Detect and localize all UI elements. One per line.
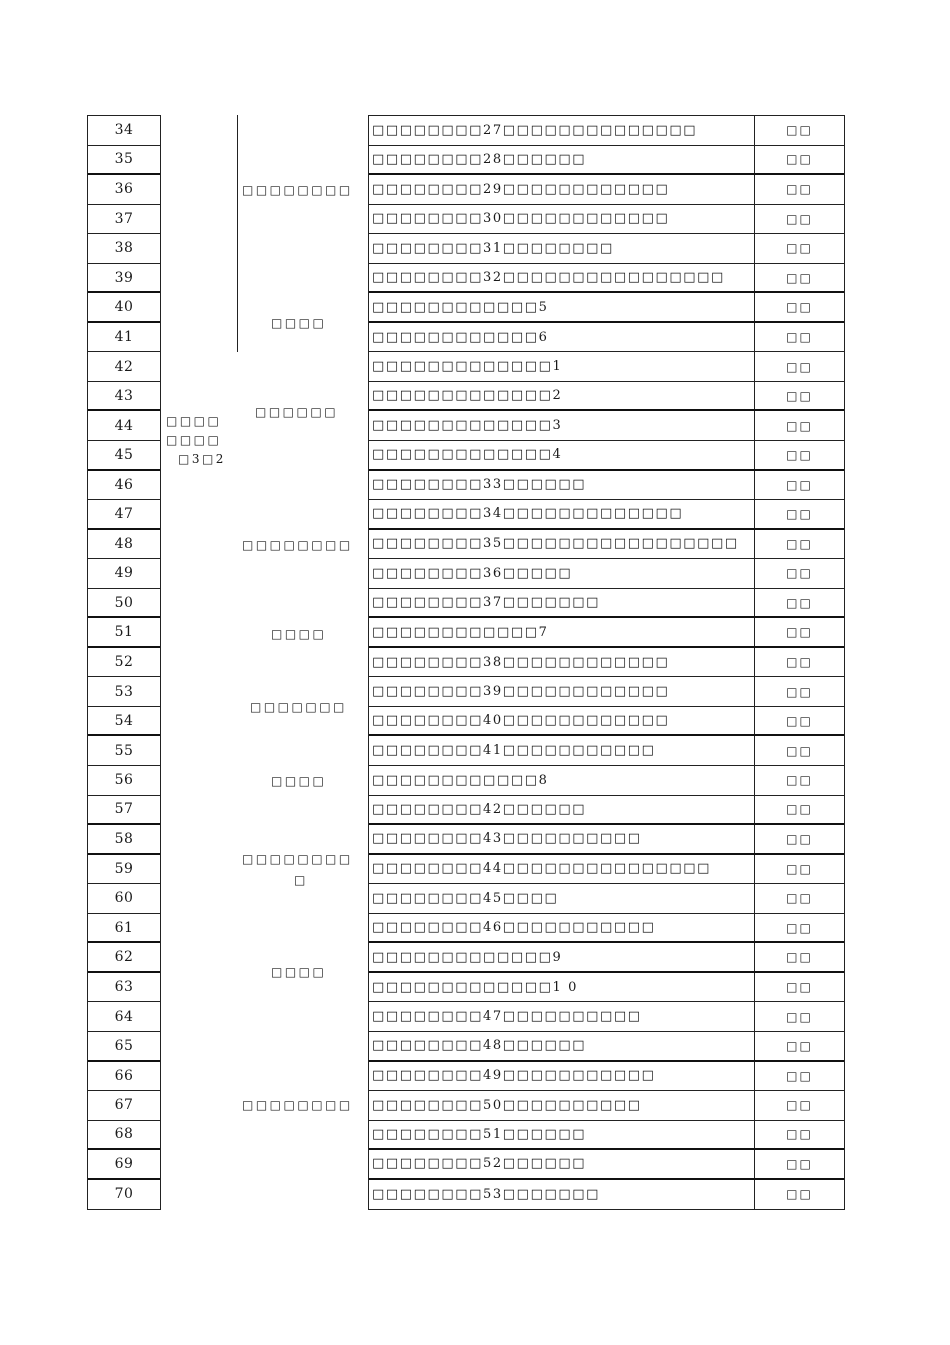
- category-label-3: □□□□□□: [255, 405, 339, 419]
- item-value: □□: [786, 1009, 813, 1024]
- row-number: 69: [88, 1150, 160, 1180]
- item-value: □□: [786, 920, 813, 935]
- row-number-column: [87, 115, 161, 1210]
- table-row: [369, 116, 844, 146]
- item-description: □□□□□□□□□□□□□1: [369, 352, 755, 381]
- item-value: □□: [786, 241, 813, 256]
- table-row: [369, 441, 844, 471]
- item-description: □□□□□□□□33□□□□□□: [369, 471, 755, 500]
- row-number: 42: [88, 352, 160, 382]
- table-row: [369, 205, 844, 235]
- item-value: □□: [786, 182, 813, 197]
- row-number: 45: [88, 441, 160, 471]
- row-number: 46: [88, 471, 160, 501]
- item-value: □□: [786, 831, 813, 846]
- item-description: □□□□□□□□37□□□□□□□: [369, 589, 755, 617]
- item-value: □□: [786, 506, 813, 521]
- item-value: □□: [786, 330, 813, 345]
- table-row: [369, 589, 844, 619]
- item-description: □□□□□□□□47□□□□□□□□□□: [369, 1002, 755, 1031]
- row-number: 63: [88, 973, 160, 1003]
- table-row: [369, 146, 844, 176]
- item-value: □□: [786, 773, 813, 788]
- table-row: [369, 825, 844, 855]
- table-row: [369, 1121, 844, 1151]
- item-description: □□□□□□□□48□□□□□□: [369, 1032, 755, 1060]
- row-number: 58: [88, 825, 160, 855]
- category-label-2: □□□□: [271, 316, 327, 330]
- table-row: [369, 323, 844, 353]
- item-description: □□□□□□□□50□□□□□□□□□□: [369, 1091, 755, 1120]
- table-row: [369, 796, 844, 826]
- items-table: [368, 115, 845, 1210]
- item-description: □□□□□□□□28□□□□□□: [369, 146, 755, 174]
- row-number: 39: [88, 264, 160, 294]
- row-number: 52: [88, 648, 160, 678]
- table-row: [369, 530, 844, 560]
- row-number: 62: [88, 943, 160, 973]
- item-description: □□□□□□□□□□□□5: [369, 293, 755, 321]
- row-number: 38: [88, 234, 160, 264]
- row-number: 37: [88, 205, 160, 235]
- table-row: [369, 677, 844, 707]
- item-value: □□: [786, 152, 813, 167]
- item-value: □□: [786, 1098, 813, 1113]
- group-label-line-2: □□□□: [166, 433, 222, 447]
- item-value: □□: [786, 300, 813, 315]
- item-value: □□: [786, 950, 813, 965]
- row-number: 68: [88, 1121, 160, 1151]
- table-row: [369, 1091, 844, 1121]
- item-description: □□□□□□□□31□□□□□□□□: [369, 234, 755, 263]
- table-row: [369, 707, 844, 737]
- table-row: [369, 766, 844, 796]
- item-description: □□□□□□□□52□□□□□□: [369, 1150, 755, 1178]
- table-row: [369, 500, 844, 530]
- category-label-10: □□□□□□□□: [242, 1098, 353, 1112]
- item-description: □□□□□□□□42□□□□□□: [369, 796, 755, 824]
- row-number: 49: [88, 559, 160, 589]
- item-value: □□: [786, 1038, 813, 1053]
- table-row: [369, 618, 844, 648]
- item-description: □□□□□□□□□□□□□1 0: [369, 973, 755, 1002]
- row-number: 66: [88, 1062, 160, 1092]
- item-value: □□: [786, 713, 813, 728]
- item-description: □□□□□□□□45□□□□: [369, 884, 755, 913]
- item-description: □□□□□□□□35□□□□□□□□□□□□□□□□□: [369, 530, 755, 559]
- item-description: □□□□□□□□46□□□□□□□□□□□: [369, 914, 755, 942]
- category-label-1: □□□□□□□□: [242, 183, 353, 197]
- row-number: 54: [88, 707, 160, 737]
- item-description: □□□□□□□□53□□□□□□□: [369, 1180, 755, 1210]
- item-value: □□: [786, 891, 813, 906]
- row-number: 34: [88, 116, 160, 146]
- row-number: 70: [114, 1186, 134, 1203]
- item-description: □□□□□□□□□□□□□4: [369, 441, 755, 469]
- item-value: □□: [786, 1127, 813, 1142]
- table-row: [369, 648, 844, 678]
- table-row: [369, 293, 844, 323]
- table-row: [369, 471, 844, 501]
- item-value: □□: [786, 447, 813, 462]
- table-row: [369, 884, 844, 914]
- row-number: 53: [88, 677, 160, 707]
- row-number: 35: [88, 146, 160, 176]
- table-row: [369, 352, 844, 382]
- category-label-4: □□□□□□□□: [242, 538, 353, 552]
- item-value: □□: [786, 743, 813, 758]
- table-row: [369, 264, 844, 294]
- group-label: [166, 412, 226, 469]
- item-value: □□: [786, 595, 813, 610]
- item-value: □□: [786, 1187, 813, 1202]
- row-number: 57: [88, 796, 160, 826]
- table-row: [369, 1180, 844, 1210]
- item-description: □□□□□□□□32□□□□□□□□□□□□□□□□: [369, 264, 755, 292]
- table-row: [369, 175, 844, 205]
- item-value: □□: [786, 536, 813, 551]
- item-description: □□□□□□□□□□□□7: [369, 618, 755, 646]
- item-value: □□: [786, 270, 813, 285]
- item-description: □□□□□□□□40□□□□□□□□□□□□: [369, 707, 755, 735]
- row-number: 65: [88, 1032, 160, 1062]
- item-description: □□□□□□□□43□□□□□□□□□□: [369, 825, 755, 853]
- item-value: □□: [786, 1068, 813, 1083]
- item-description: □□□□□□□□□□□□□9: [369, 943, 755, 971]
- table-row: [369, 411, 844, 441]
- item-value: □□: [786, 566, 813, 581]
- item-description: □□□□□□□□44□□□□□□□□□□□□□□□: [369, 855, 755, 884]
- row-number: 41: [88, 323, 160, 353]
- row-number: 67: [88, 1091, 160, 1121]
- item-description: □□□□□□□□29□□□□□□□□□□□□: [369, 175, 755, 204]
- item-value: □□: [786, 625, 813, 640]
- table-row: [369, 382, 844, 412]
- item-description: □□□□□□□□34□□□□□□□□□□□□□: [369, 500, 755, 528]
- table-row: [369, 973, 844, 1003]
- row-number: 55: [88, 736, 160, 766]
- category-label-8: □□□□□□□□: [242, 852, 353, 866]
- row-number: 48: [88, 530, 160, 560]
- item-description: □□□□□□□□36□□□□□: [369, 559, 755, 588]
- table-row: [369, 234, 844, 264]
- item-value: □□: [786, 477, 813, 492]
- category-label-7: □□□□: [271, 774, 327, 788]
- item-description: □□□□□□□□30□□□□□□□□□□□□: [369, 205, 755, 234]
- category-label-9: □□□□: [271, 965, 327, 979]
- item-value: □□: [786, 211, 813, 226]
- group-label-line-3: □3□2: [178, 452, 226, 466]
- row-number: 61: [88, 914, 160, 944]
- table-row: [369, 736, 844, 766]
- item-value: □□: [786, 802, 813, 817]
- item-description: □□□□□□□□41□□□□□□□□□□□: [369, 736, 755, 765]
- row-number: 50: [88, 589, 160, 619]
- item-description: □□□□□□□□□□□□8: [369, 766, 755, 795]
- item-description: □□□□□□□□□□□□6: [369, 323, 755, 352]
- row-number: 47: [88, 500, 160, 530]
- item-value: □□: [786, 980, 813, 995]
- item-value: □□: [786, 388, 813, 403]
- category-label-8-cont: □: [294, 873, 308, 887]
- row-number: 64: [88, 1002, 160, 1032]
- category-label-5: □□□□: [271, 627, 327, 641]
- group-label-line-1: □□□□: [166, 414, 222, 428]
- item-description: □□□□□□□□49□□□□□□□□□□□: [369, 1062, 755, 1091]
- item-value: □□: [786, 418, 813, 433]
- item-description: □□□□□□□□27□□□□□□□□□□□□□□: [369, 116, 755, 145]
- table-row: [369, 1002, 844, 1032]
- item-description: □□□□□□□□□□□□□3: [369, 411, 755, 440]
- row-number: 59: [88, 855, 160, 885]
- row-number: 40: [88, 293, 160, 323]
- item-value: □□: [786, 359, 813, 374]
- table-row: [369, 1032, 844, 1062]
- row-number: 51: [88, 618, 160, 648]
- row-number: 43: [88, 382, 160, 412]
- row-number: 44: [88, 411, 160, 441]
- group-divider-line: [237, 115, 238, 352]
- item-description: □□□□□□□□□□□□□2: [369, 382, 755, 410]
- item-description: □□□□□□□□38□□□□□□□□□□□□: [369, 648, 755, 677]
- category-label-6: □□□□□□□: [250, 700, 347, 714]
- table-row: [369, 914, 844, 944]
- item-value: □□: [786, 123, 813, 138]
- row-number: 60: [88, 884, 160, 914]
- item-description: □□□□□□□□39□□□□□□□□□□□□: [369, 677, 755, 706]
- table-row: [369, 1150, 844, 1180]
- table-row: [369, 943, 844, 973]
- row-number: 56: [88, 766, 160, 796]
- item-value: □□: [786, 861, 813, 876]
- table-row: [369, 559, 844, 589]
- table-row: [369, 1062, 844, 1092]
- item-value: □□: [786, 655, 813, 670]
- item-value: □□: [786, 684, 813, 699]
- item-description: □□□□□□□□51□□□□□□: [369, 1121, 755, 1149]
- row-number: 36: [88, 175, 160, 205]
- item-value: □□: [786, 1156, 813, 1171]
- table-row: [369, 855, 844, 885]
